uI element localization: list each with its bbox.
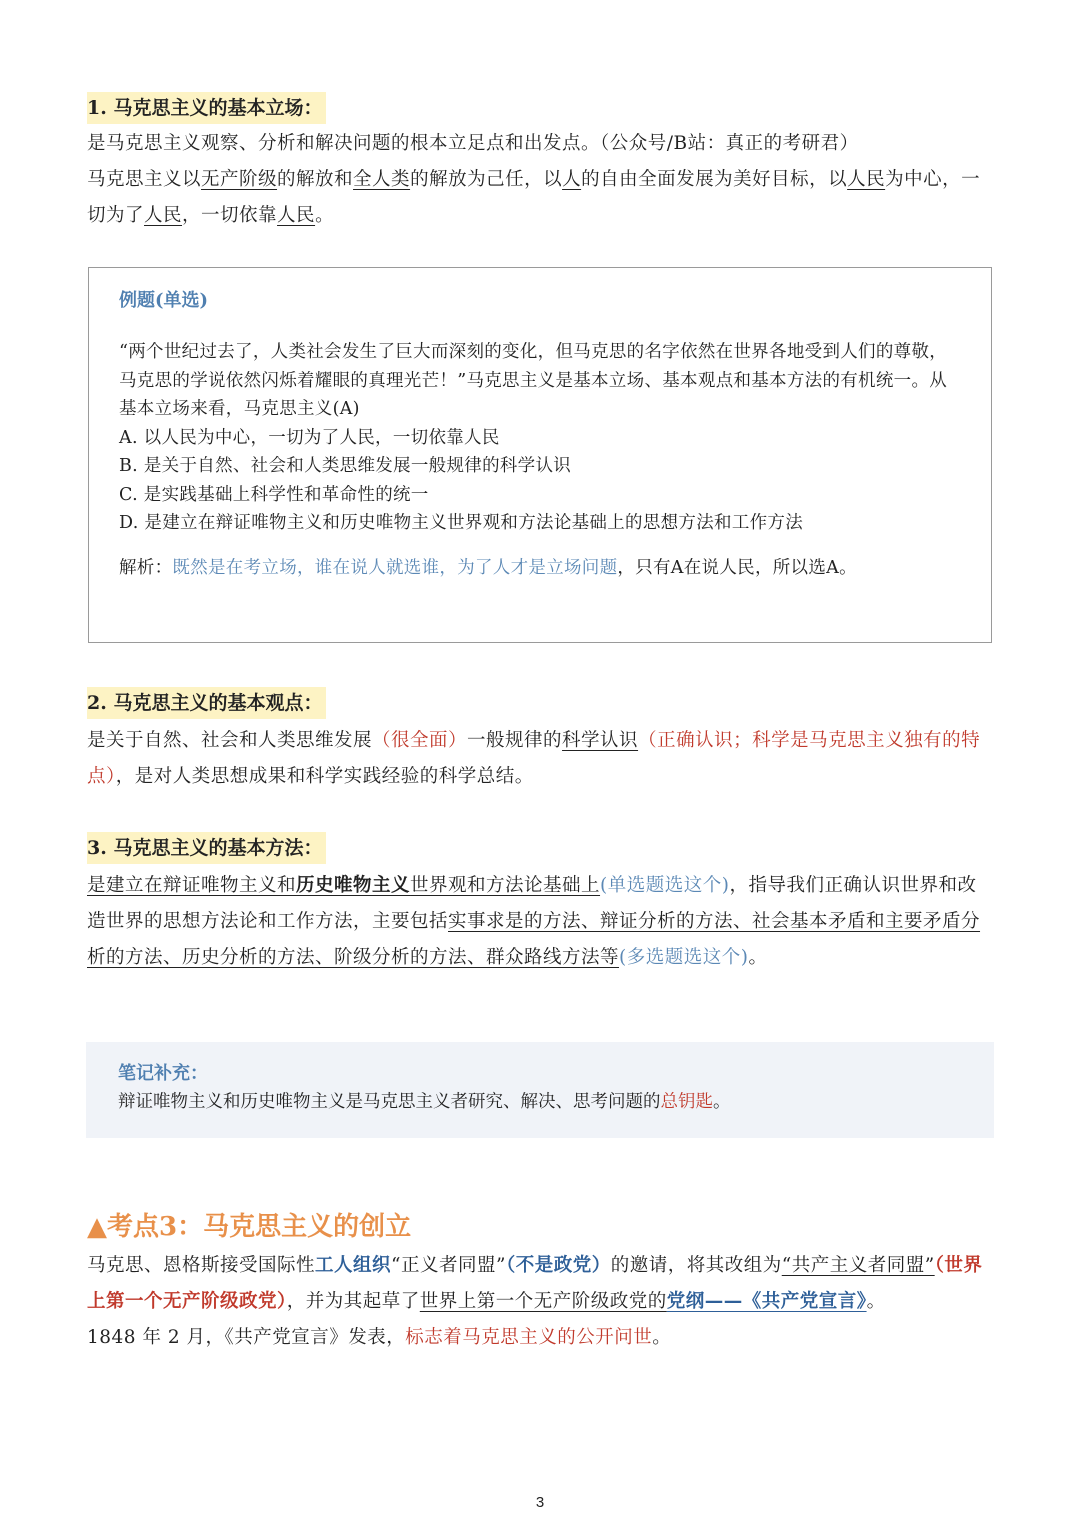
- example-analysis: [119, 554, 961, 583]
- text: 的自由全面发展为美好目标，以: [581, 169, 848, 190]
- text: ，一切依靠: [182, 205, 278, 226]
- text: 1848 年 2 月，《共产党宣言》发表，: [87, 1327, 406, 1348]
- text: 的邀请，将其改组为: [610, 1255, 782, 1276]
- analysis-label: 解析：: [119, 557, 173, 578]
- kaodian-title: ▲考点3：马克思主义的创立: [87, 1212, 412, 1242]
- section-basic-method: [87, 832, 992, 976]
- text: 。: [315, 205, 335, 226]
- red-note: （很全面）: [372, 730, 468, 751]
- paragraph: [87, 868, 992, 976]
- text: 。: [866, 1291, 886, 1312]
- bold-underlined-text: 历史唯物主义: [296, 875, 411, 896]
- underlined-text: 世界上第一个无产阶级政党的: [419, 1291, 667, 1312]
- underlined-text: 全人类: [353, 169, 411, 190]
- paragraph: [87, 126, 992, 234]
- option-c: C. 是实践基础上科学性和革命性的统一: [119, 484, 429, 505]
- analysis-text: ，只有A在说人民，所以选A。: [617, 557, 857, 578]
- analysis-highlight: 既然是在考立场，谁在说人就选谁，为了人才是立场问题: [172, 557, 618, 578]
- underlined-text: 人民: [144, 205, 183, 226]
- section-basic-viewpoint: [87, 687, 992, 795]
- underlined-text: 人: [562, 169, 582, 190]
- blue-note: (多选题选这个): [619, 947, 749, 968]
- red-note: 标志着马克思主义的公开问世: [405, 1327, 653, 1348]
- text: “正义者同盟”: [391, 1255, 506, 1276]
- underlined-text: 实事求是的方法、辩证分析的方法、社会基本矛盾和主要矛盾分析的方法、历史分析的方法、阶级分析的方法、群众路线方法等: [87, 911, 981, 968]
- text: 为中心，一切为了: [87, 169, 981, 226]
- text: ，是对人类思想成果和科学实践经验的科学总结。: [115, 766, 534, 787]
- page-number: 3: [535, 1494, 545, 1511]
- paragraph: [87, 723, 992, 795]
- note-text: [118, 1088, 962, 1116]
- red-bold-text: （世界上第一个无产阶级政党）: [87, 1255, 983, 1312]
- blue-bold-underlined-text: 党纲——《共产党宣言》: [666, 1291, 867, 1312]
- text: 马克思、恩格斯接受国际性: [87, 1255, 316, 1276]
- example-box: [88, 267, 992, 643]
- option-b: B. 是关于自然、社会和人类思维发展一般规律的科学认识: [119, 456, 572, 476]
- text: 。: [748, 947, 768, 968]
- text: 的解放和: [277, 169, 354, 190]
- note-box: [86, 1042, 994, 1138]
- note-title: 笔记补充：: [118, 1063, 208, 1084]
- section-heading: 1. 马克思主义的基本立场：: [87, 92, 326, 124]
- example-question: “两个世纪过去了，人类社会发生了巨大而深刻的变化，但马克思的名字依然在世界各地受到人们的尊敬，马克思的学说依然闪烁着耀眼的真理光芒！”马克思主义是基本立场、基本观点和基本方法的有机统一。从基本立场来看，马克思主义(A): [119, 342, 948, 419]
- underlined-text: 世界观和方法论基础上: [410, 875, 601, 896]
- underlined-text: 无产阶级: [201, 169, 278, 190]
- section-heading: 2. 马克思主义的基本观点：: [87, 687, 326, 719]
- option-d: D. 是建立在辩证唯物主义和历史唯物主义世界观和方法论基础上的思想方法和工作方法: [119, 513, 804, 533]
- section-founding: [87, 1248, 992, 1356]
- red-note: 总钥匙: [660, 1092, 713, 1112]
- example-title: 例题(单选): [119, 290, 209, 311]
- text: 辩证唯物主义和历史唯物主义是马克思主义者研究、解决、思考问题的: [118, 1092, 661, 1112]
- paragraph: [87, 1248, 992, 1320]
- underlined-text: “共产主义者同盟”: [781, 1255, 935, 1276]
- red-note: （正确认识；科学是马克思主义独有的特点）: [87, 730, 981, 787]
- text: 是马克思主义观察、分析和解决问题的根本立足点和出发点。（公众号/B站：真正的考研君）: [87, 133, 859, 154]
- blue-note: (单选题选这个): [600, 875, 730, 896]
- text: 马克思主义以: [87, 169, 202, 190]
- section-basic-stance: [87, 92, 992, 234]
- text: 。: [713, 1092, 731, 1112]
- underlined-text: 科学认识: [562, 730, 639, 751]
- paragraph: [87, 1320, 992, 1356]
- text: 一般规律的: [467, 730, 563, 751]
- text: ，并为其起草了: [286, 1291, 420, 1312]
- underlined-text: 人民: [847, 169, 886, 190]
- text: 。: [652, 1327, 672, 1348]
- option-a: A. 以人民为中心，一切为了人民，一切依靠人民: [119, 427, 500, 448]
- blue-bold-text: 工人组织: [315, 1255, 392, 1276]
- text: 的解放为己任，以: [410, 169, 563, 190]
- underlined-text: 人民: [277, 205, 316, 226]
- underlined-text: 是建立在辩证唯物主义和: [87, 875, 297, 896]
- section-heading: 3. 马克思主义的基本方法：: [87, 832, 326, 864]
- blue-bold-text: （不是政党）: [505, 1255, 611, 1276]
- text: 是关于自然、社会和人类思维发展: [87, 730, 373, 751]
- text: ，指导我们正确认识世界和改造世界的思想方法论和工作方法，主要包括: [87, 875, 977, 932]
